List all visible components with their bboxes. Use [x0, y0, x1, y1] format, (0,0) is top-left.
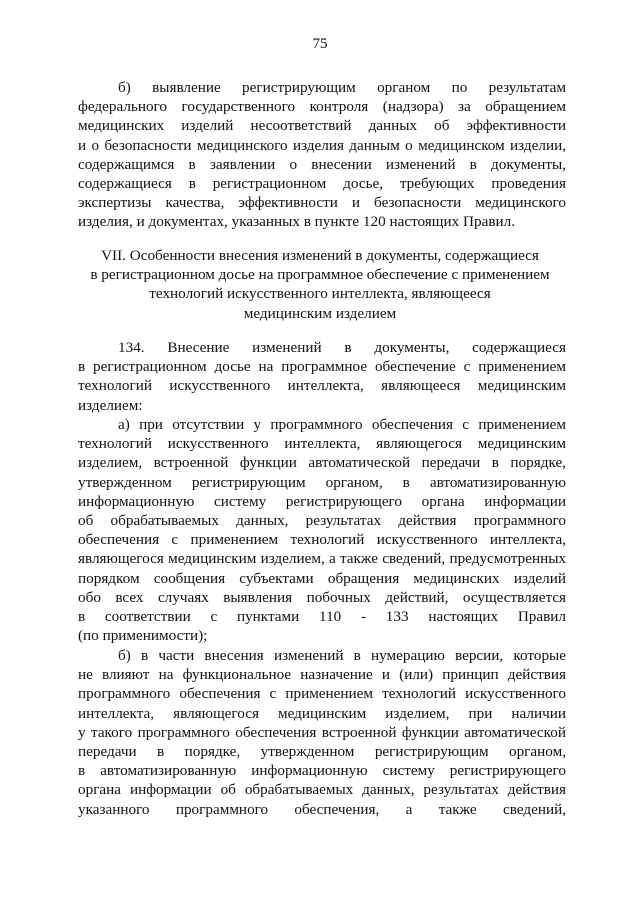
text-line: изделием: — [78, 396, 143, 414]
text-line: не влияют на функциональное назначение и (или) принцип действия — [78, 666, 566, 684]
text-line: изделия, и документах, указанных в пункте 120 настоящих Правил. — [78, 213, 515, 231]
text-line: и о безопасности медицинского изделия данным о медицинском изделии, — [78, 136, 566, 154]
text-line: б) выявление регистрирующим органом по результатам — [118, 79, 566, 96]
text-line: а) при отсутствии у программного обеспечения с применением — [118, 416, 566, 433]
text-line: медицинских изделий несоответствий данных об эффективности — [78, 117, 566, 135]
text-line: обеспечения с применением технологий искусственного интеллекта, — [78, 531, 566, 549]
text-line: 134. Внесение изменений в документы, содержащиеся — [118, 339, 566, 356]
text-line: технологий искусственного интеллекта, являющееся медицинским — [78, 377, 566, 395]
heading-line: в регистрационном досье на программное обеспечение с применением — [90, 266, 550, 284]
text-line: программного обеспечения с применением технологий искусственного — [78, 685, 566, 703]
text-line: федерального государственного контроля (надзора) за обращением — [78, 98, 566, 116]
text-line: интеллекта, являющегося медицинским изделием, при наличии — [78, 704, 566, 722]
text-line: указанного программного обеспечения, а также сведений, — [78, 800, 566, 818]
text-line: органа информации об обрабатываемых данных, результатах действия — [78, 781, 566, 799]
text-line: технологий искусственного интеллекта, являющегося медицинским — [78, 435, 566, 453]
text-line: б) в части внесения изменений в нумерацию версии, которые — [118, 647, 566, 664]
text-line: (по применимости); — [78, 627, 208, 645]
heading-line: VII. Особенности внесения изменений в документы, содержащиеся — [101, 247, 539, 264]
text-line: передачи в порядке, утвержденном регистрирующим органом, — [78, 742, 566, 760]
text-line: информационную систему регистрирующего органа информации — [78, 492, 566, 510]
text-line: об обрабатываемых данных, результатах действия программного — [78, 511, 566, 529]
text-line: обо всех случаях выявления побочных действий, осуществляется — [78, 588, 566, 606]
text-line: в автоматизированную информационную систему регистрирующего — [78, 762, 566, 780]
section-heading — [60, 246, 580, 323]
text-line: в соответствии с пунктами 110 - 133 настоящих Правил — [78, 607, 566, 625]
heading-line: медицинским изделием — [243, 304, 397, 322]
text-line: содержащиеся в регистрационном досье, требующих проведения — [78, 174, 566, 192]
text-line: содержащимся в заявлении о внесении изменений в документы, — [78, 155, 566, 173]
text-line: являющегося медицинским изделием, а также сведений, предусмотренных — [78, 550, 566, 568]
text-line: у такого программного обеспечения встроенной функции автоматической — [78, 723, 566, 741]
paragraph-a — [78, 415, 566, 645]
page-number: 75 — [312, 36, 328, 52]
paragraph-134 — [78, 338, 566, 415]
heading-line: технологий искусственного интеллекта, являющееся — [149, 285, 491, 303]
paragraph-b-version — [78, 646, 566, 819]
text-line: изделием, встроенной функции автоматической передачи в порядке, — [78, 454, 566, 472]
text-line: экспертизы качества, эффективности и безопасности медицинского — [78, 194, 566, 212]
text-line: в регистрационном досье на программное обеспечение с применением — [78, 358, 566, 376]
paragraph-b-detection — [78, 78, 566, 232]
text-line: утвержденном регистрирующим органом, в автоматизированную — [78, 473, 566, 491]
text-line: порядком сообщения субъектами обращения медицинских изделий — [78, 569, 566, 587]
